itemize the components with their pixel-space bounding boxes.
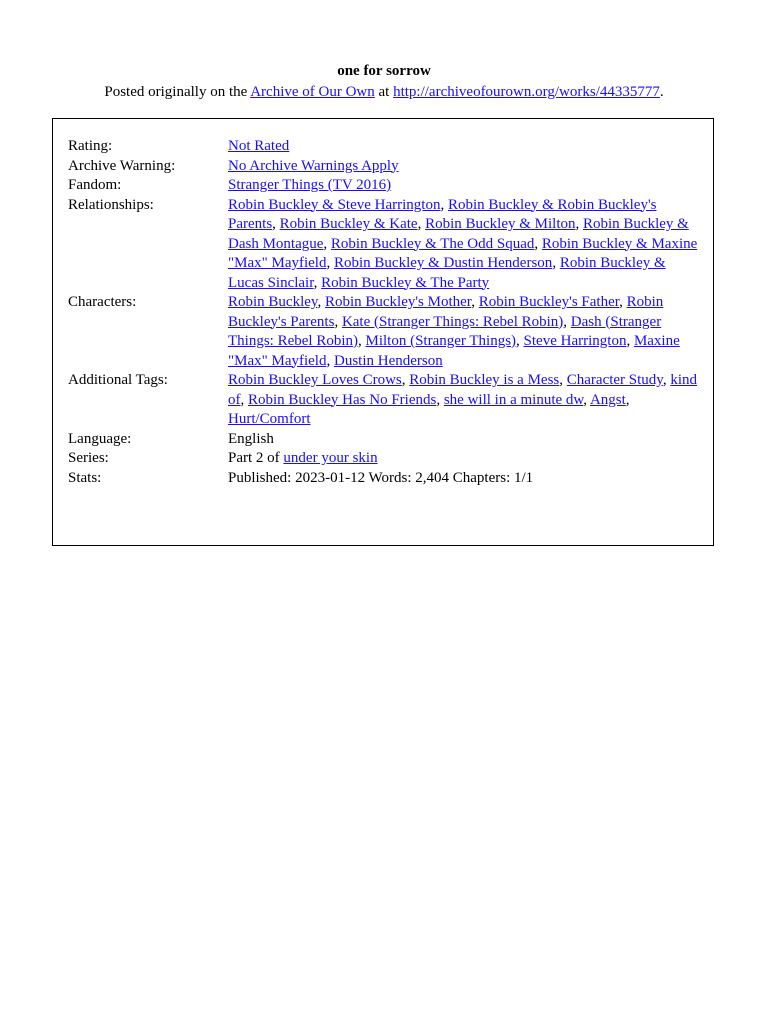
additional-tag-link[interactable]: Robin Buckley Has No Friends [248, 391, 437, 408]
series-link[interactable]: under your skin [283, 450, 378, 466]
relationship-tag-link[interactable]: Robin Buckley & Milton [425, 216, 576, 232]
character-tag-link[interactable]: Robin Buckley's Father [478, 294, 620, 310]
relationship-tag-link[interactable]: Robin Buckley & Maxine "Max" Mayfield [228, 235, 698, 271]
additional-tag-link[interactable]: Robin Buckley is a Mess [409, 372, 560, 388]
character-tag-link[interactable]: Kate (Stranger Things: Rebel Robin) [341, 313, 564, 330]
series-row [53, 449, 713, 469]
series-prefix: Part 2 of [228, 450, 284, 466]
rating-row [53, 137, 713, 157]
work-url-link[interactable]: http://archiveofourown.org/works/44335777 [393, 83, 660, 100]
posted-line [0, 83, 768, 103]
warning-label: Archive Warning: [68, 157, 176, 174]
fandom-link[interactable]: Stranger Things (TV 2016) [228, 177, 392, 193]
characters-list: Robin Buckley, Robin Buckley's Mother, Robin Buckley's Father, Robin Buckley's Parents, Kate (Stranger Things: Rebel Robin), Dash (Stranger Things: Rebel Robin), Milton (Stranger Things), Steve Harrington, Maxine "Max" Mayfield, Dustin Henderson [228, 294, 680, 369]
stats-value: Published: 2023-01-12 Words: 2,404 Chapters: 1/1 [228, 469, 534, 486]
relationships-list: Robin Buckley & Steve Harrington, Robin Buckley & Robin Buckley's Parents, Robin Buckley & Kate, Robin Buckley & Milton, Robin Buckley & Dash Montague, Robin Buckley & The Odd Squad, Robin Buckley & Maxine "Max" Mayfield, Robin Buckley & Dustin Henderson, Robin Buckley & Lucas Sinclair, Robin Buckley & The Party [228, 196, 698, 291]
fandom-label: Fandom: [68, 177, 122, 193]
characters-label: Characters: [68, 294, 137, 310]
character-tag-link[interactable]: Dustin Henderson [333, 352, 443, 369]
character-tag-link[interactable]: Steve Harrington [523, 333, 627, 349]
stats-label: Stats: [68, 469, 102, 486]
character-tag-link[interactable]: Robin Buckley's Mother [324, 294, 472, 310]
relationship-tag-link[interactable]: Robin Buckley & Robin Buckley's Parents [228, 196, 657, 232]
tags-label: Additional Tags: [68, 372, 168, 388]
relationship-tag-link[interactable]: Robin Buckley & Dash Montague [228, 216, 689, 252]
relationship-tag-link[interactable]: Robin Buckley & The Party [321, 274, 490, 291]
character-tag-link[interactable]: Robin Buckley's Parents [228, 294, 664, 330]
language-label: Language: [68, 430, 132, 447]
rating-link[interactable]: Not Rated [228, 138, 290, 154]
fandom-row [53, 176, 713, 196]
relationships-row [53, 196, 713, 294]
character-tag-link[interactable]: Dash (Stranger Things: Rebel Robin) [228, 313, 662, 349]
series-label: Series: [68, 450, 109, 466]
at-text: at [374, 83, 394, 100]
posted-prefix: Posted originally on the [104, 83, 251, 100]
metadata-box [52, 118, 714, 546]
warning-link[interactable]: No Archive Warnings Apply [228, 157, 399, 174]
stats-row [53, 469, 713, 489]
header [0, 0, 768, 102]
relationship-tag-link[interactable]: Robin Buckley & The Odd Squad [330, 235, 535, 252]
relationships-label: Relationships: [68, 196, 154, 213]
character-tag-link[interactable]: Milton (Stranger Things) [365, 333, 517, 349]
additional-tag-link[interactable]: Robin Buckley Loves Crows [228, 372, 402, 388]
relationship-tag-link[interactable]: Robin Buckley & Steve Harrington [228, 196, 441, 213]
posted-suffix: . [659, 83, 664, 100]
warning-row [53, 157, 713, 177]
tags-row [53, 371, 713, 430]
relationship-tag-link[interactable]: Robin Buckley & Kate [279, 216, 418, 232]
character-tag-link[interactable]: Robin Buckley [228, 294, 318, 310]
rating-label: Rating: [68, 138, 113, 154]
language-row [53, 430, 713, 450]
additional-tag-link[interactable]: Character Study [566, 372, 663, 388]
additional-tag-link[interactable]: she will in a minute dw [443, 391, 584, 408]
character-tag-link[interactable]: Maxine "Max" Mayfield [228, 333, 680, 369]
relationship-tag-link[interactable]: Robin Buckley & Lucas Sinclair [228, 255, 666, 291]
additional-tag-link[interactable]: kind of [228, 372, 698, 408]
archive-link[interactable]: Archive of Our Own [250, 83, 375, 100]
language-value: English [228, 430, 274, 447]
characters-row [53, 293, 713, 371]
relationship-tag-link[interactable]: Robin Buckley & Dustin Henderson [333, 255, 553, 271]
additional-tag-link[interactable]: Angst [589, 391, 626, 408]
tags-list: Robin Buckley Loves Crows, Robin Buckley is a Mess, Character Study, kind of, Robin Buckley Has No Friends, she will in a minute dw, Angst, Hurt/Comfort [228, 372, 698, 427]
additional-tag-link[interactable]: Hurt/Comfort [228, 411, 311, 427]
work-title: one for sorrow [337, 63, 431, 79]
